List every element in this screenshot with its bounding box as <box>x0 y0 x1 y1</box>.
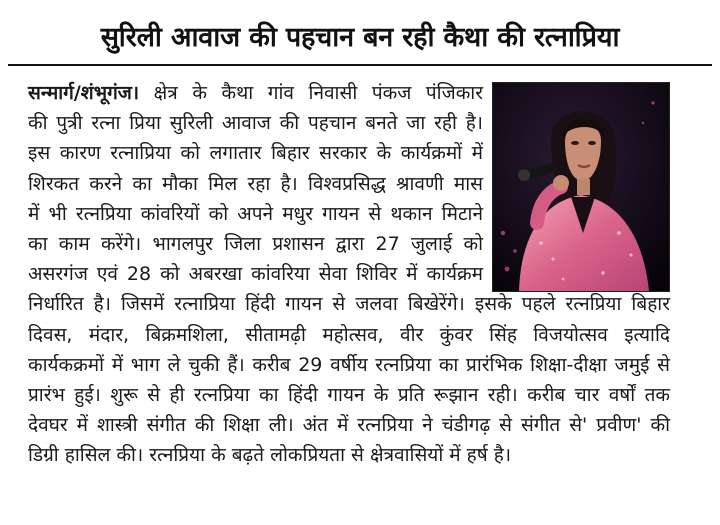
article-line-9: दिवस, मंदार, बिक्रमशिला, सीतामढ़ी महोत्सव, वीर कुंवर सिंह विजयोत्सव इत्यादि <box>28 323 670 346</box>
article-line-10: कार्यकक्रमों में भाग ले चुकी हैं। करीब 29 वर्षीय रत्नप्रिया का प्रारंभिक शिक्षा-दीक्षा जमुई से <box>28 353 670 376</box>
article-line-11: प्रारंभ हुई। शुरू से ही रत्नप्रिया का हिंदी गायन के प्रति रूझान रही। करीब चार वर्षों तक <box>28 383 670 406</box>
headline: सुरिली आवाज की पहचान बन रही कैथा की रत्नाप्रिया <box>100 22 620 53</box>
article-line-5: में भी रत्नप्रिया कांवरियों को अपने मधुर गायन से थकान मिटाने <box>28 202 483 225</box>
article-line-4: शिरकत करने का मौका मिल रहा है। विश्वप्रसिद्ध श्रावणी मास <box>28 172 483 195</box>
article-line-3: इस कारण रत्नाप्रिया को लगातार बिहार सरकार के कार्यक्रमों में <box>28 142 483 165</box>
article-line-1: सन्मार्ग/शंभूगंज। क्षेत्र के कैथा गांव निवासी पंकज पंजिकार <box>28 82 483 104</box>
article-line-13: डिग्री हासिल की। रत्नप्रिया के बढ़ते लोकप्रियता से क्षेत्रवासियों में हर्ष है। <box>28 444 512 467</box>
article-line-6: का काम करेंगे। भागलपुर जिला प्रशासन द्वारा 27 जुलाई को <box>28 232 483 255</box>
dateline: सन्मार्ग/शंभूगंज। <box>28 82 140 104</box>
article-body <box>28 78 670 470</box>
headline-rule <box>8 64 712 66</box>
article-line-12: देवघर में शास्त्री संगीत की शिक्षा ली। अंत में रत्नप्रिया ने चंडीगढ़ से संगीत से' प्रवीण' की <box>28 414 670 437</box>
article-line-2: की पुत्री रत्ना प्रिया सुरिली आवाज की पहचान बनते जा रही है। <box>28 112 483 135</box>
article-line-8: निर्धारित है। जिसमें रत्नाप्रिया हिंदी गायन से जलवा बिखेरेंगे। इसके पहले रत्नप्रिया बिहार <box>28 293 670 316</box>
newspaper-clipping <box>8 6 712 519</box>
article-line-7: असरगंज एवं 28 को अबरखा कांवरिया सेवा शिविर में कार्यक्रम <box>28 263 483 286</box>
